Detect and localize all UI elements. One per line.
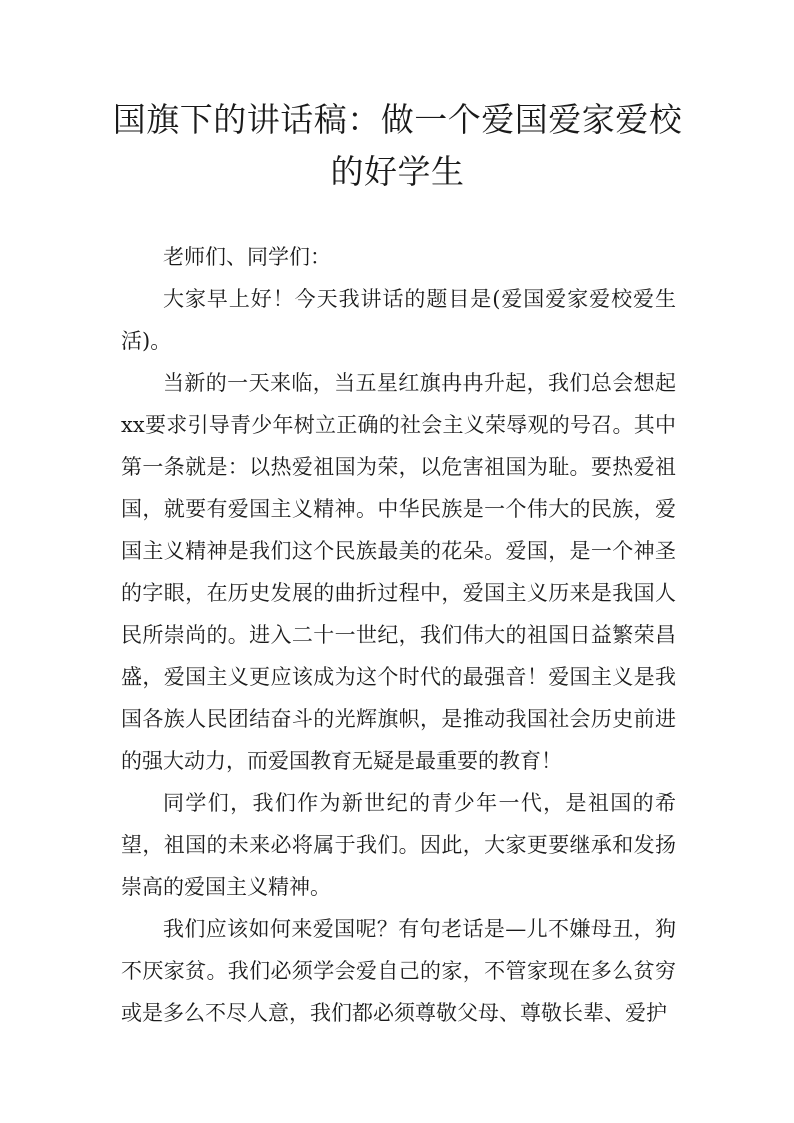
document-body — [121, 236, 676, 1034]
greeting-line: 老师们、同学们： — [163, 245, 331, 269]
paragraph: 当新的一天来临，当五星红旗冉冉升起，我们总会想起xx要求引导青少年树立正确的社会主义荣辱观的号召。其中第一条就是：以热爱祖国为荣，以危害祖国为耻。要热爱祖国，就要有爱国主义精神。中华民族是一个伟大的民族，爱国主义精神是我们这个民族最美的花朵。爱国，是一个神圣的字眼，在历史发展的曲折过程中，爱国主义历来是我国人民所崇尚的。进入二十一世纪，我们伟大的祖国日益繁荣昌盛，爱国主义更应该成为这个时代的最强音！爱国主义是我国各族人民团结奋斗的光辉旗帜，是推动我国社会历史前进的强大动力，而爱国教育无疑是最重要的教育！ — [121, 371, 676, 773]
paragraph: 大家早上好！今天我讲话的题目是(爱国爱家爱校爱生活)。 — [121, 287, 676, 353]
document-title: 国旗下的讲话稿：做一个爱国爱家爱校的好学生 — [112, 100, 683, 191]
paragraph: 同学们，我们作为新世纪的青少年一代，是祖国的希望，祖国的未来必将属于我们。因此，大家更要继承和发扬崇高的爱国主义精神。 — [121, 791, 676, 899]
paragraph: 我们应该如何来爱国呢？有句老话是—儿不嫌母丑，狗不厌家贫。我们必须学会爱自己的家，不管家现在多么贫穷或是多么不尽人意，我们都必须尊敬父母、尊敬长辈、爱护 — [121, 917, 676, 1025]
